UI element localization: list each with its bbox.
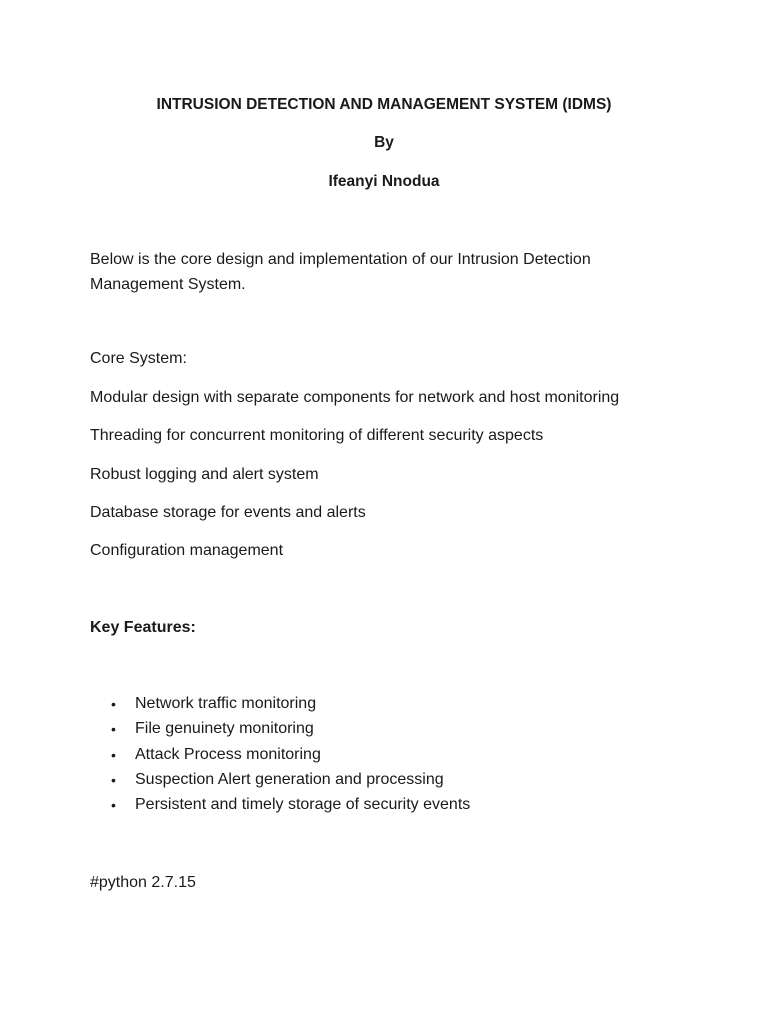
core-system-list xyxy=(90,388,619,579)
core-item: Robust logging and alert system xyxy=(90,465,319,483)
feature-item xyxy=(90,745,470,770)
feature-item xyxy=(90,719,470,744)
intro-paragraph: Below is the core design and implementation of our Intrusion Detection Management System. xyxy=(90,251,591,293)
feature-item xyxy=(90,795,470,820)
feature-item xyxy=(90,770,470,795)
feature-text: Persistent and timely storage of security events xyxy=(135,796,471,814)
core-item: Threading for concurrent monitoring of different security aspects xyxy=(90,427,544,445)
author-name: Ifeanyi Nnodua xyxy=(328,173,440,190)
feature-text: File genuinety monitoring xyxy=(135,720,314,738)
key-features-heading: Key Features: xyxy=(90,619,196,636)
feature-text: Suspection Alert generation and processing xyxy=(135,770,444,788)
core-item: Modular design with separate components for network and host monitoring xyxy=(90,389,620,406)
bullet-icon: • xyxy=(111,746,116,763)
document-title: INTRUSION DETECTION AND MANAGEMENT SYSTEM (IDMS) xyxy=(156,96,612,113)
core-system-heading: Core System: xyxy=(90,350,187,367)
bullet-icon: • xyxy=(111,696,116,712)
byline-label: By xyxy=(374,134,394,151)
core-item: Configuration management xyxy=(90,542,284,560)
feature-item xyxy=(90,694,470,719)
python-version-note: #python 2.7.15 xyxy=(90,874,196,891)
core-item: Database storage for events and alerts xyxy=(90,503,366,521)
bullet-icon: • xyxy=(111,721,116,738)
bullet-icon: • xyxy=(111,797,116,814)
bullet-icon: • xyxy=(111,771,116,788)
feature-text: Attack Process monitoring xyxy=(135,745,321,763)
feature-text: Network traffic monitoring xyxy=(135,695,317,712)
features-list xyxy=(90,694,470,820)
